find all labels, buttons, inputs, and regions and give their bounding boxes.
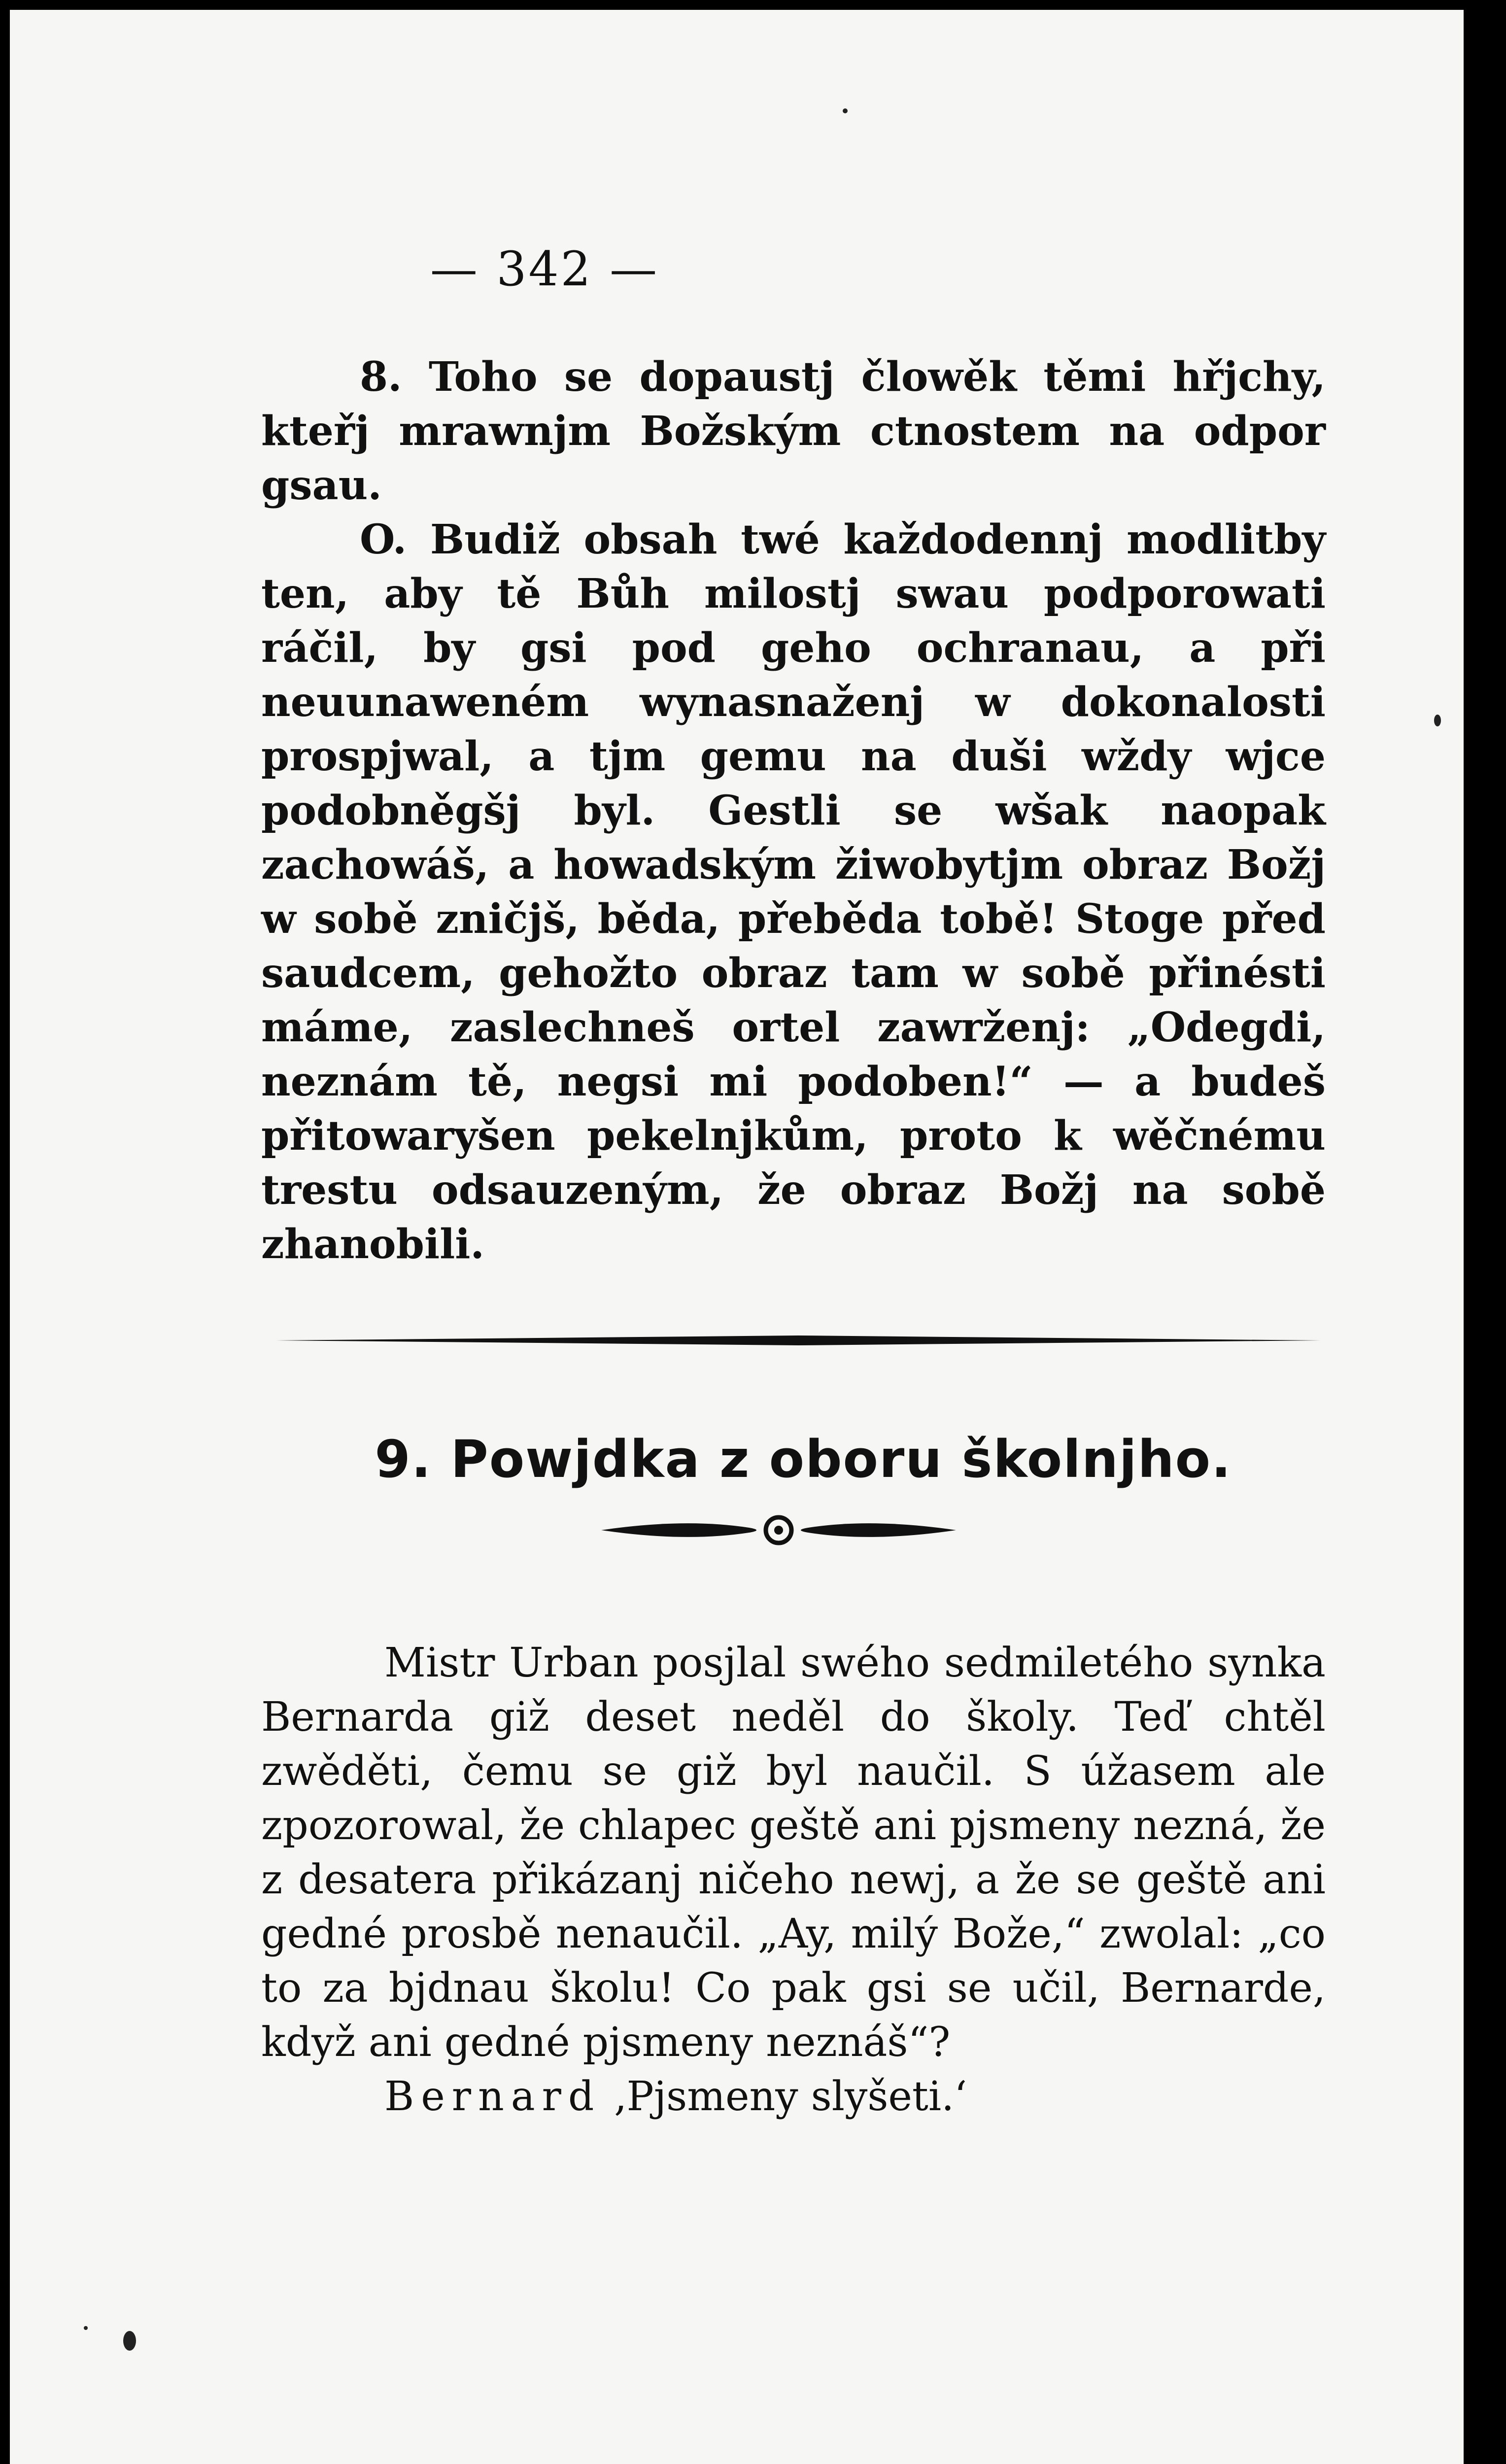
story-paragraph: Mistr Urban posjlal swého sedmiletého synka Bernarda giž deset neděl do školy. Teď chtěl zwěděti, čemu se giž byl naučil. S úžasem ale zpozorowal, že chlapec geště ani pjsmeny nezná, že z desatera přikázanj ničeho newj, a že se geště ani gedné prosbě nenaučil. „Ay, milý Bože,“ zwolal: „co to za bjdnau školu! Co pak gsi se učil, Bernarde, když ani gedné pjsmeny neznáš“?: [261, 1640, 1326, 2066]
paper-speck: [123, 2331, 136, 2351]
paper-speck: [1434, 715, 1441, 726]
speaker-name: Bernard: [384, 2073, 601, 2120]
paragraph-o: O. Budiž obsah twé každodennj modlitby ten, aby tě Bůh milostj swau podporowati ráčil, by gsi pod geho ochranau, a při neuunaweném wynasnaženj w dokonalosti prospjwal, a tjm gemu na duši wždy wjce podobněgšj byl. Gestli se wšak naopak zachowáš, a howadským žiwobytjm obraz Božj w sobě zničjš, běda, přeběda tobě! Stoge před saudcem, gehožto obraz tam w sobě přinésti máme, zaslechneš ortel zawrženj: „Odegdi, neznám tě, negsi mi podoben!“ — a budeš přitowaryšen pekelnjkům, proto k wěčnému trestu odsauzeným, že obraz Božj na sobě zhanobili.: [261, 516, 1326, 1268]
paper-speck: [84, 2326, 88, 2330]
story-dialogue-line: [261, 2070, 1326, 2124]
book-page: [10, 10, 1464, 2464]
paper-speck: [843, 108, 848, 113]
section-divider-rule: [276, 1335, 1321, 1345]
story-text: [261, 1636, 1326, 2124]
page-number: — 342 —: [430, 241, 659, 297]
section-9-heading: 9. Powjdka z oboru školnjho.: [375, 1429, 1232, 1489]
paragraph-8: 8. Toho se dopaustj člowěk těmi hřjchy, kteřj mrawnjm Božským ctnostem na odpor gsau.: [261, 353, 1326, 509]
ornament-divider: [601, 1513, 956, 1547]
dialogue-text: ‚Pjsmeny slyšeti.‘: [614, 2073, 967, 2120]
section-8-text: [261, 350, 1326, 1271]
